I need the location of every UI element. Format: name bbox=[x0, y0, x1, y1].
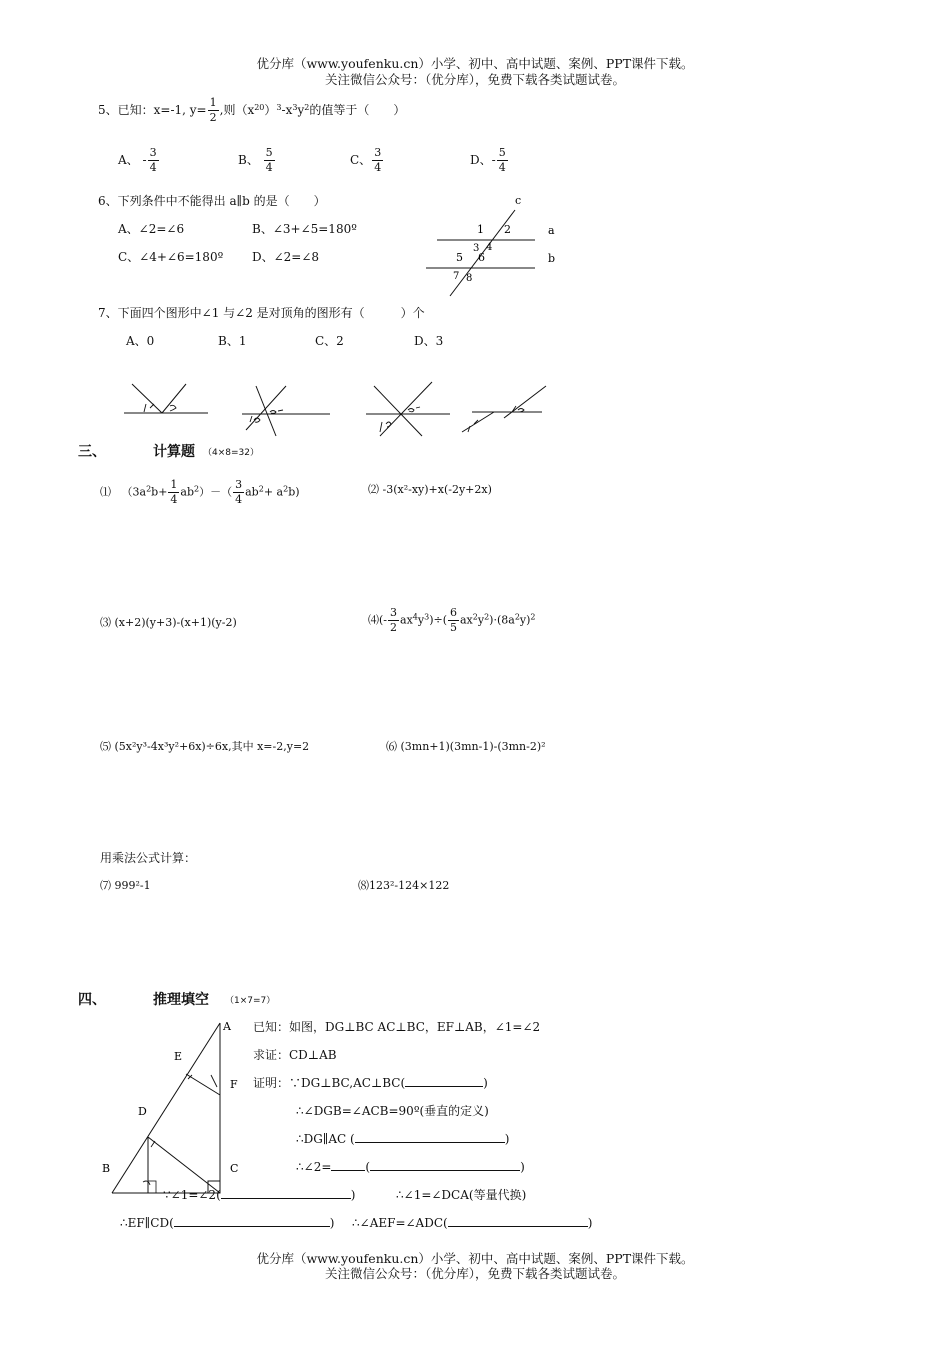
q5-option-a bbox=[118, 146, 160, 175]
angle-5-label: 5 bbox=[456, 251, 463, 264]
option-sign: - bbox=[142, 153, 147, 167]
proof-blank-3[interactable] bbox=[355, 1142, 505, 1143]
option-den: 4 bbox=[265, 161, 273, 174]
calc-problem-2: ⑵ -3(x²-xy)+x(-2y+2x) bbox=[368, 483, 492, 496]
p4-exp2d: 2 bbox=[530, 612, 536, 622]
proof-l5-text: ∵∠1=∠2( bbox=[163, 1188, 221, 1202]
p1-frac2-den: 4 bbox=[235, 493, 243, 506]
q5-exp1: 20 bbox=[254, 103, 265, 112]
p4-frac2-num: 6 bbox=[450, 606, 457, 619]
proof-given: 已知：如图，DG⊥BC AC⊥BC，EF⊥AB，∠1=∠2 bbox=[253, 1020, 541, 1034]
angle-2-label: 2 bbox=[504, 223, 511, 236]
proof-l1-text: 证明：∵DG⊥BC,AC⊥BC( bbox=[253, 1076, 406, 1090]
p4-frac1-den: 2 bbox=[390, 621, 398, 634]
line-a-label: a bbox=[548, 224, 555, 237]
q5-y-fraction bbox=[208, 96, 219, 125]
q6-option-c: C、∠4+∠6=180º bbox=[118, 250, 224, 264]
p4-h: y) bbox=[519, 613, 531, 627]
proof-blank-1[interactable] bbox=[405, 1086, 483, 1087]
proof-line-6: ∴∠1=∠DCA(等量代换) bbox=[396, 1188, 527, 1202]
calc-problem-8: ⑻123²-124×122 bbox=[358, 879, 450, 892]
question-6: 6、下列条件中不能得出 a∥b 的是（ ） bbox=[98, 194, 326, 208]
proof-l3-end: ) bbox=[504, 1132, 510, 1146]
proof-line-7 bbox=[120, 1217, 334, 1229]
formula-heading: 用乘法公式计算： bbox=[100, 851, 197, 865]
q6-option-a: A、∠2=∠6 bbox=[118, 222, 185, 236]
option-num: 5 bbox=[265, 146, 273, 159]
q5-stem-d: -x bbox=[281, 103, 293, 117]
proof-line-5 bbox=[163, 1189, 355, 1201]
p1-frac1-num: 1 bbox=[170, 478, 178, 491]
p4-exp2b: 2 bbox=[484, 612, 490, 622]
q5-exp4: 2 bbox=[304, 103, 310, 112]
p1-label: ⑴ bbox=[100, 485, 111, 499]
q7-option-d: D、3 bbox=[414, 334, 444, 348]
q7-option-b: B、1 bbox=[218, 334, 247, 348]
q5-y-num: 1 bbox=[209, 96, 217, 109]
q5-stem-a: 5、已知：x=-1, y= bbox=[98, 103, 207, 117]
triangle-figure bbox=[100, 1015, 250, 1200]
q7-figure-1 bbox=[120, 378, 215, 428]
section-3-title: 计算题 bbox=[153, 444, 195, 460]
line-c-label: c bbox=[515, 194, 522, 207]
proof-l4-end: ) bbox=[520, 1160, 525, 1174]
calc-problem-4 bbox=[368, 606, 536, 635]
p1-exp: 2 bbox=[283, 484, 289, 494]
p1-exp: 2 bbox=[258, 484, 264, 494]
q5-option-c bbox=[350, 146, 384, 175]
p1-e: ab bbox=[245, 485, 259, 499]
p1-b: b+ bbox=[151, 485, 168, 499]
proof-l7-end: ) bbox=[329, 1216, 335, 1230]
proof-line-2: ∴∠DGB=∠ACB=90º(垂直的定义) bbox=[296, 1104, 489, 1118]
p4-frac2-den: 5 bbox=[450, 621, 457, 634]
vertex-d: D bbox=[138, 1105, 147, 1118]
proof-l4-text: ∴∠2= bbox=[296, 1160, 332, 1174]
section-4-number: 四、 bbox=[78, 992, 106, 1008]
proof-l8-end: ) bbox=[587, 1216, 593, 1230]
p4-g: )·(8a bbox=[489, 613, 515, 627]
p4-f: y bbox=[477, 613, 485, 627]
vertex-a: A bbox=[223, 1020, 231, 1033]
q5-stem-b: ,则（x bbox=[219, 103, 255, 117]
q5-option-b bbox=[238, 146, 276, 175]
proof-l5-end: ) bbox=[350, 1188, 356, 1202]
proof-blank-5[interactable] bbox=[221, 1198, 351, 1199]
angle-4-label: 4 bbox=[486, 242, 493, 253]
proof-line-4 bbox=[296, 1161, 525, 1173]
p4-exp4: 4 bbox=[412, 612, 418, 622]
p1-frac1-den: 4 bbox=[170, 493, 178, 506]
proof-l1-end: ) bbox=[483, 1076, 488, 1090]
option-den: 4 bbox=[149, 161, 157, 174]
p1-f: + a bbox=[263, 485, 284, 499]
p4-c: y bbox=[417, 613, 425, 627]
q7-figure-4 bbox=[460, 382, 555, 437]
q7-option-c: C、2 bbox=[315, 334, 344, 348]
section-4-score: （1×7=7） bbox=[225, 996, 276, 1006]
vertex-f: F bbox=[230, 1078, 238, 1091]
angle-1-label: 1 bbox=[477, 223, 484, 236]
p1-exp: 2 bbox=[194, 484, 200, 494]
p4-a: ⑷(- bbox=[368, 613, 388, 627]
header-line-1: 优分库（www.youfenku.cn）小学、初中、高中试题、案例、PPT课件下载。 bbox=[256, 56, 694, 71]
header-line-2: 关注微信公众号：（优分库），免费下载各类试题试卷。 bbox=[324, 72, 625, 87]
proof-blank-4a[interactable] bbox=[331, 1170, 365, 1171]
q5-option-d bbox=[470, 146, 509, 175]
p1-c: ab bbox=[180, 485, 195, 499]
proof-blank-8[interactable] bbox=[448, 1226, 588, 1227]
p4-exp2a: 2 bbox=[472, 612, 478, 622]
p4-frac1-num: 3 bbox=[390, 606, 398, 619]
q5-stem-c: ） bbox=[264, 103, 277, 117]
q7-figure-3 bbox=[362, 378, 457, 438]
option-den: 4 bbox=[374, 161, 382, 174]
option-label: B、 bbox=[238, 153, 259, 167]
option-sign: - bbox=[491, 153, 496, 167]
vertex-c: C bbox=[230, 1162, 239, 1175]
parallel-lines-figure bbox=[420, 190, 570, 300]
section-4-title: 推理填空 bbox=[153, 992, 209, 1008]
calc-problem-1 bbox=[100, 478, 300, 507]
option-label: C、 bbox=[350, 153, 372, 167]
vertex-b: B bbox=[102, 1162, 111, 1175]
proof-prove: 求证：CD⊥AB bbox=[253, 1048, 337, 1062]
q5-stem-f: 的值等于（ ） bbox=[309, 103, 406, 117]
q6-option-d: D、∠2=∠8 bbox=[252, 250, 320, 264]
p4-exp3: 3 bbox=[424, 612, 430, 622]
q5-exp3: 3 bbox=[292, 103, 298, 112]
q5-stem-e: y bbox=[297, 103, 305, 117]
angle-7-label: 7 bbox=[453, 271, 460, 282]
section-3-number: 三、 bbox=[78, 444, 106, 460]
proof-l3-text: ∴DG∥AC ( bbox=[296, 1132, 355, 1146]
angle-6-label: 6 bbox=[478, 251, 485, 264]
p1-d: ）－（ bbox=[199, 485, 233, 499]
p4-d: )÷( bbox=[429, 613, 447, 627]
angle-8-label: 8 bbox=[466, 273, 473, 284]
p1-g: b) bbox=[288, 485, 300, 499]
line-b-label: b bbox=[548, 252, 556, 265]
p4-b: ax bbox=[400, 613, 413, 627]
calc-problem-5: ⑸ (5x²y³-4x³y²+6x)÷6x,其中 x=-2,y=2 bbox=[100, 740, 310, 753]
proof-l8-text: ∴∠AEF=∠ADC( bbox=[352, 1216, 448, 1230]
proof-l4-open: ( bbox=[365, 1160, 371, 1174]
q7-figure-2 bbox=[236, 380, 336, 440]
calc-problem-6: ⑹ (3mn+1)(3mn-1)-(3mn-2)² bbox=[386, 740, 546, 753]
vertex-e: E bbox=[174, 1050, 183, 1063]
p1-frac2-num: 3 bbox=[235, 478, 243, 491]
proof-blank-7[interactable] bbox=[174, 1226, 330, 1227]
q6-option-b: B、∠3+∠5=180º bbox=[252, 222, 357, 236]
q5-y-den: 2 bbox=[209, 111, 217, 124]
option-den: 4 bbox=[498, 161, 506, 174]
question-5 bbox=[98, 96, 405, 125]
p4-exp2c: 2 bbox=[514, 612, 520, 622]
q5-exp2: 3 bbox=[276, 103, 282, 112]
q7-option-a: A、0 bbox=[126, 334, 155, 348]
proof-blank-4b[interactable] bbox=[370, 1170, 520, 1171]
footer-line-1: 优分库（www.youfenku.cn）小学、初中、高中试题、案例、PPT课件下载。 bbox=[256, 1251, 694, 1266]
p4-e: ax bbox=[460, 613, 473, 627]
angle-3-label: 3 bbox=[473, 243, 480, 254]
proof-line-3 bbox=[296, 1133, 509, 1145]
proof-l7-text: ∴EF∥CD( bbox=[120, 1216, 174, 1230]
option-num: 3 bbox=[149, 146, 157, 159]
section-3-score: （4×8=32） bbox=[203, 448, 259, 458]
option-label: D、 bbox=[470, 153, 492, 167]
calc-problem-7: ⑺ 999²-1 bbox=[100, 879, 151, 892]
calc-problem-3: ⑶ (x+2)(y+3)-(x+1)(y-2) bbox=[100, 616, 237, 629]
proof-line-1 bbox=[253, 1077, 488, 1089]
question-7: 7、下面四个图形中∠1 与∠2 是对顶角的图形有（ ）个 bbox=[98, 306, 425, 320]
option-label: A、 bbox=[118, 153, 139, 167]
proof-line-8 bbox=[352, 1217, 592, 1229]
p1-exp: 2 bbox=[146, 484, 152, 494]
p1-a: （3a bbox=[121, 485, 147, 499]
footer-line-2: 关注微信公众号：（优分库），免费下载各类试题试卷。 bbox=[324, 1266, 625, 1281]
option-num: 3 bbox=[374, 146, 382, 159]
option-num: 5 bbox=[498, 146, 506, 159]
